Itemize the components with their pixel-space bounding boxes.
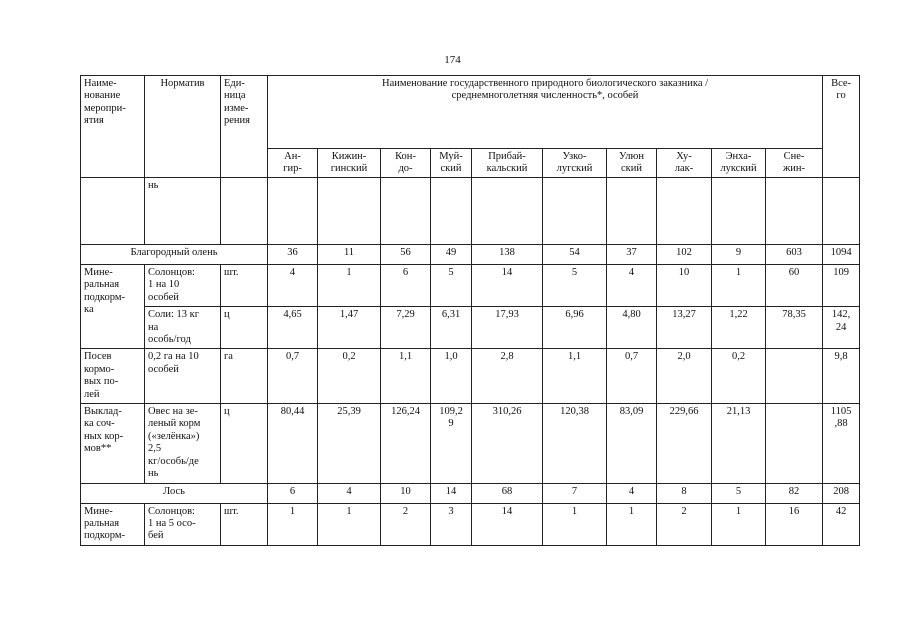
animal-count: 4 — [607, 483, 657, 503]
total-cell: 109 — [823, 265, 860, 307]
value-cell: 1 — [607, 503, 657, 545]
empty-cell — [318, 178, 381, 245]
animal-name: Благородный олень — [81, 245, 268, 265]
value-cell: 14 — [472, 265, 543, 307]
value-cell: 1 — [318, 265, 381, 307]
animal-count: 4 — [318, 483, 381, 503]
total-cell: 1105 ,88 — [823, 404, 860, 483]
empty-cell — [543, 178, 607, 245]
unit-cell: шт. — [221, 503, 268, 545]
unit-cell: га — [221, 349, 268, 404]
value-cell: 1 — [712, 503, 766, 545]
table-row — [81, 503, 860, 545]
reserve-name: Прибай- кальский — [472, 149, 543, 178]
norm-cell: нь — [145, 178, 221, 245]
value-cell: 6,31 — [431, 307, 472, 349]
animal-count: 82 — [766, 483, 823, 503]
empty-cell — [823, 178, 860, 245]
empty-cell — [221, 178, 268, 245]
animal-count: 603 — [766, 245, 823, 265]
animal-count: 14 — [431, 483, 472, 503]
header-total: Все- го — [823, 76, 860, 178]
value-cell: 1,22 — [712, 307, 766, 349]
value-cell: 7,29 — [381, 307, 431, 349]
animal-name: Лось — [81, 483, 268, 503]
reserve-name: Муй- ский — [431, 149, 472, 178]
empty-cell — [607, 178, 657, 245]
value-cell: 109,2 9 — [431, 404, 472, 483]
activity-cell: Посев кормо- вых по- лей — [81, 349, 145, 404]
value-cell: 25,39 — [318, 404, 381, 483]
table-row — [81, 307, 860, 349]
value-cell: 14 — [472, 503, 543, 545]
value-cell: 0,2 — [318, 349, 381, 404]
empty-cell — [268, 178, 318, 245]
reserve-name: Кон- до- — [381, 149, 431, 178]
norm-cell: Солонцов: 1 на 5 осо- бей — [145, 503, 221, 545]
animal-count: 49 — [431, 245, 472, 265]
value-cell: 0,2 — [712, 349, 766, 404]
value-cell: 2,0 — [657, 349, 712, 404]
animal-total: 208 — [823, 483, 860, 503]
value-cell: 126,24 — [381, 404, 431, 483]
animal-count: 37 — [607, 245, 657, 265]
reserve-name: Сне- жин- — [766, 149, 823, 178]
empty-cell — [657, 178, 712, 245]
empty-cell — [381, 178, 431, 245]
value-cell: 6 — [381, 265, 431, 307]
value-cell: 21,13 — [712, 404, 766, 483]
value-cell: 4,65 — [268, 307, 318, 349]
empty-cell — [431, 178, 472, 245]
value-cell: 1 — [712, 265, 766, 307]
animal-count: 9 — [712, 245, 766, 265]
value-cell: 229,66 — [657, 404, 712, 483]
animal-count: 6 — [268, 483, 318, 503]
value-cell: 1,1 — [543, 349, 607, 404]
reserve-name: Ху- лак- — [657, 149, 712, 178]
value-cell: 1 — [268, 503, 318, 545]
value-cell: 5 — [431, 265, 472, 307]
value-cell: 2 — [657, 503, 712, 545]
table-row — [81, 265, 860, 307]
animal-count: 102 — [657, 245, 712, 265]
value-cell: 10 — [657, 265, 712, 307]
value-cell: 83,09 — [607, 404, 657, 483]
activity-cell: Выклад- ка соч- ных кор- мов** — [81, 404, 145, 483]
header-unit: Еди- ница изме- рения — [221, 76, 268, 178]
value-cell: 0,7 — [607, 349, 657, 404]
value-cell: 60 — [766, 265, 823, 307]
norm-cell: Соли: 13 кг на особь/год — [145, 307, 221, 349]
continued-header-row — [81, 178, 860, 245]
page-number: 174 — [444, 54, 461, 66]
value-cell: 16 — [766, 503, 823, 545]
empty-cell — [766, 178, 823, 245]
animal-row — [81, 483, 860, 503]
header-reserves: Наименование государственного природного биологического заказника / среднемноголетняя численность*, особей — [268, 76, 823, 149]
value-cell: 1,47 — [318, 307, 381, 349]
animal-count: 56 — [381, 245, 431, 265]
activity-cell — [81, 178, 145, 245]
value-cell: 5 — [543, 265, 607, 307]
norm-cell: Овес на зе- леный корм («зелёнка») 2,5 кг/особь/де нь — [145, 404, 221, 483]
value-cell: 13,27 — [657, 307, 712, 349]
table-row — [81, 404, 860, 483]
unit-cell: ц — [221, 307, 268, 349]
animal-count: 138 — [472, 245, 543, 265]
norm-cell: 0,2 га на 10 особей — [145, 349, 221, 404]
value-cell: 78,35 — [766, 307, 823, 349]
value-cell: 310,26 — [472, 404, 543, 483]
value-cell: 17,93 — [472, 307, 543, 349]
animal-count: 5 — [712, 483, 766, 503]
norm-cell: Солонцов: 1 на 10 особей — [145, 265, 221, 307]
animal-count: 68 — [472, 483, 543, 503]
value-cell: 6,96 — [543, 307, 607, 349]
reserve-name: Улюн ский — [607, 149, 657, 178]
unit-cell: ц — [221, 404, 268, 483]
unit-cell: шт. — [221, 265, 268, 307]
total-cell: 142, 24 — [823, 307, 860, 349]
header-row — [81, 76, 860, 149]
value-cell: 3 — [431, 503, 472, 545]
activity-cell: Мине- ральная подкорм- ка — [81, 265, 145, 349]
value-cell: 120,38 — [543, 404, 607, 483]
reserve-name: Кижин- гинский — [318, 149, 381, 178]
animal-row — [81, 245, 860, 265]
empty-cell — [712, 178, 766, 245]
table-row — [81, 349, 860, 404]
total-cell: 42 — [823, 503, 860, 545]
value-cell: 1 — [543, 503, 607, 545]
value-cell — [766, 349, 823, 404]
value-cell: 4 — [607, 265, 657, 307]
value-cell: 80,44 — [268, 404, 318, 483]
animal-count: 54 — [543, 245, 607, 265]
animal-count: 7 — [543, 483, 607, 503]
value-cell: 2 — [381, 503, 431, 545]
value-cell: 2,8 — [472, 349, 543, 404]
value-cell — [766, 404, 823, 483]
animal-count: 8 — [657, 483, 712, 503]
activity-cell: Мине- ральная подкорм- — [81, 503, 145, 545]
value-cell: 1 — [318, 503, 381, 545]
header-norm: Норматив — [145, 76, 221, 178]
value-cell: 4 — [268, 265, 318, 307]
reserves-table — [80, 75, 860, 546]
value-cell: 4,80 — [607, 307, 657, 349]
reserve-name: Узко- лугский — [543, 149, 607, 178]
total-cell: 9,8 — [823, 349, 860, 404]
animal-count: 10 — [381, 483, 431, 503]
reserve-name: Энха- лукский — [712, 149, 766, 178]
animal-count: 36 — [268, 245, 318, 265]
empty-cell — [472, 178, 543, 245]
value-cell: 1,0 — [431, 349, 472, 404]
reserve-name: Ан- гир- — [268, 149, 318, 178]
animal-total: 1094 — [823, 245, 860, 265]
value-cell: 0,7 — [268, 349, 318, 404]
header-activity: Наиме- нование меропри- ятия — [81, 76, 145, 178]
value-cell: 1,1 — [381, 349, 431, 404]
animal-count: 11 — [318, 245, 381, 265]
